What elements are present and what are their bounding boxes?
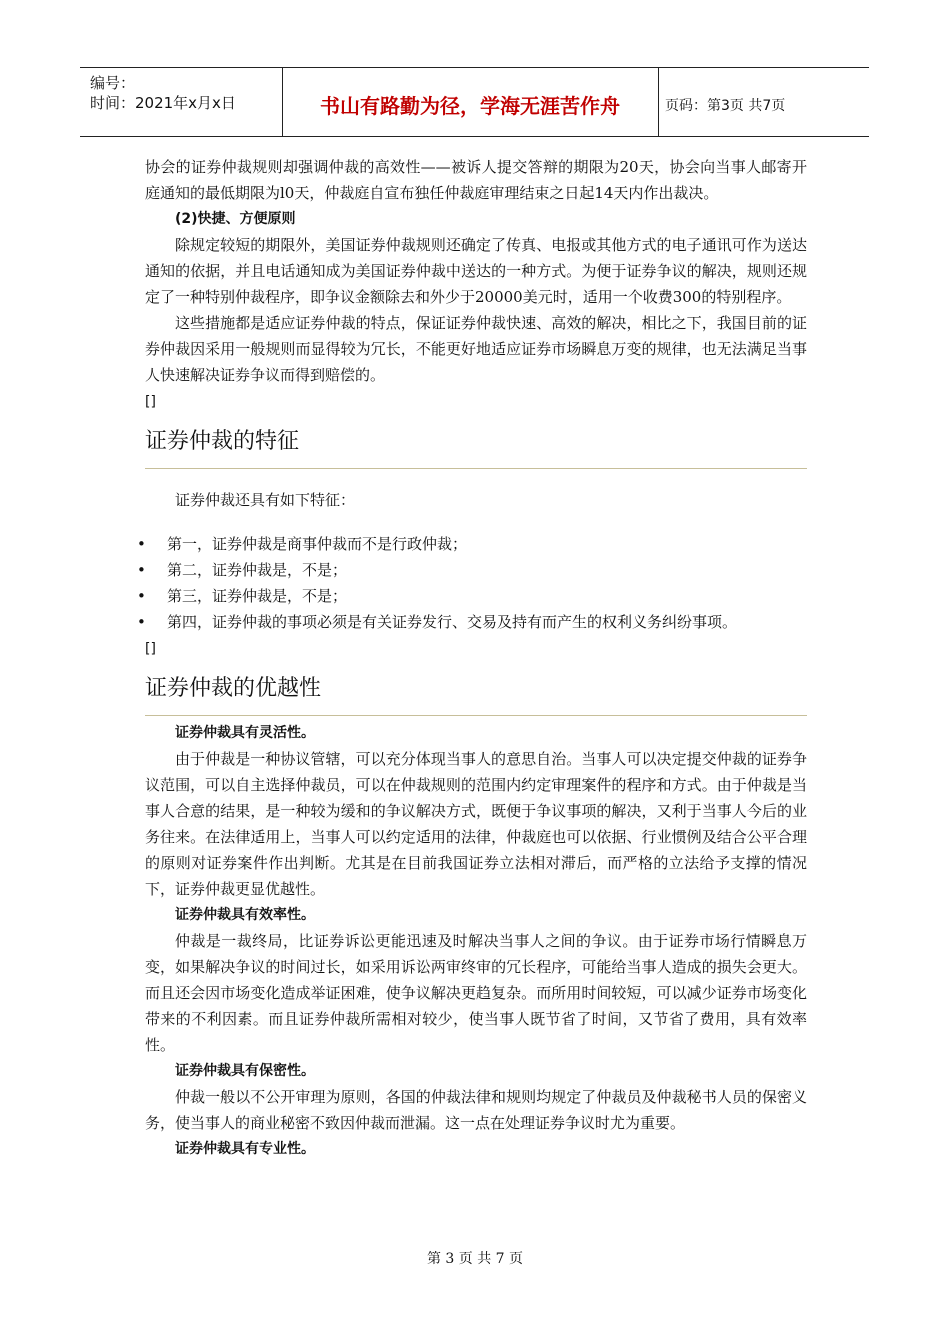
bracket-marker: [] (145, 641, 156, 657)
header-date: 时间：2021年x月x日 (90, 94, 236, 112)
paragraph: 这些措施都是适应证券仲裁的特点，保证证券仲裁快速、高效的解决，相比之下，我国目前的证券仲裁因采用一般规则而显得较为冗长，不能更好地适应证券市场瞬息万变的规律，也无法满足当事人快速解决证券争议而得到赔偿的。 (145, 314, 807, 384)
document-body (137, 154, 807, 1162)
bracket-marker: [] (145, 394, 156, 410)
list-item: • 第一，证券仲裁是商事仲裁而不是行政仲裁； (145, 531, 807, 557)
bullet-icon: • (137, 613, 146, 631)
page-footer: 第 3 页 共 7 页 (426, 1251, 524, 1267)
header-number: 编号： (90, 74, 136, 92)
bullet-icon: • (137, 561, 146, 579)
feature-list (137, 531, 807, 635)
list-item: • 第四，证券仲裁的事项必须是有关证券发行、交易及持有而产生的权利义务纠纷事项。 (145, 609, 807, 635)
page-header (80, 67, 869, 137)
section-intro: 证券仲裁还具有如下特征： (175, 491, 356, 509)
list-item: • 第三，证券仲裁是，不是； (145, 583, 807, 609)
list-item: • 第二，证券仲裁是，不是； (145, 557, 807, 583)
header-divider (658, 68, 659, 136)
paragraph: 由于仲裁是一种协议管辖，可以充分体现当事人的意思自治。当事人可以决定提交仲裁的证券争议范围，可以自主选择仲裁员，可以在仲裁规则的范围内约定审理案件的程序和方式。由于仲裁是当事人合意的结果，是一种较为缓和的争议解决方式，既便于争议事项的解决，又利于当事人今后的业务往来。在法律适用上，当事人可以约定适用的法律，仲裁庭也可以依据、行业惯例及结合公平合理的原则对证券案件作出判断。尤其是在目前我国证券立法相对滞后，而严格的立法给予支撑的情况下，证券仲裁更显优越性。 (145, 750, 807, 898)
section-title: 证券仲裁的优越性 (145, 673, 807, 716)
subheading: (2)快捷、方便原则 (175, 211, 296, 227)
section-title: 证券仲裁的特征 (145, 426, 807, 469)
subheading: 证券仲裁具有专业性。 (175, 1141, 315, 1157)
header-motto: 书山有路勤为径，学海无涯苦作舟 (320, 94, 620, 118)
subheading: 证券仲裁具有效率性。 (175, 907, 315, 923)
paragraph: 仲裁是一裁终局，比证券诉讼更能迅速及时解决当事人之间的争议。由于证券市场行情瞬息万变，如果解决争议的时间过长，如采用诉讼两审终审的冗长程序，可能给当事人造成的损失会更大。而且还会因市场变化造成举证困难，使争议解决更趋复杂。而所用时间较短，可以减少证券市场变化带来的不利因素。而且证券仲裁所需相对较少，使当事人既节省了时间，又节省了费用，具有效率性。 (145, 932, 807, 1054)
header-page-number: 页码：第3页 共7页 (665, 98, 786, 114)
paragraph: 协会的证券仲裁规则却强调仲裁的高效性——被诉人提交答辩的期限为20天，协会向当事人邮寄开庭通知的最低期限为l0天，仲裁庭自宣布独任仲裁庭审理结束之日起14天内作出裁决。 (145, 158, 807, 202)
paragraph: 仲裁一般以不公开审理为原则，各国的仲裁法律和规则均规定了仲裁员及仲裁秘书人员的保密义务，使当事人的商业秘密不致因仲裁而泄漏。这一点在处理证券争议时尤为重要。 (145, 1088, 807, 1132)
paragraph: 除规定较短的期限外，美国证券仲裁规则还确定了传真、电报或其他方式的电子通讯可作为送达通知的依据，并且电话通知成为美国证券仲裁中送达的一种方式。为便于证券争议的解决，规则还规定了一种特别仲裁程序，即争议金额除去和外少于20000美元时，适用一个收费300的特别程序。 (145, 236, 807, 306)
subheading: 证券仲裁具有灵活性。 (175, 725, 315, 741)
bullet-icon: • (137, 535, 146, 553)
subheading: 证券仲裁具有保密性。 (175, 1063, 315, 1079)
bullet-icon: • (137, 587, 146, 605)
